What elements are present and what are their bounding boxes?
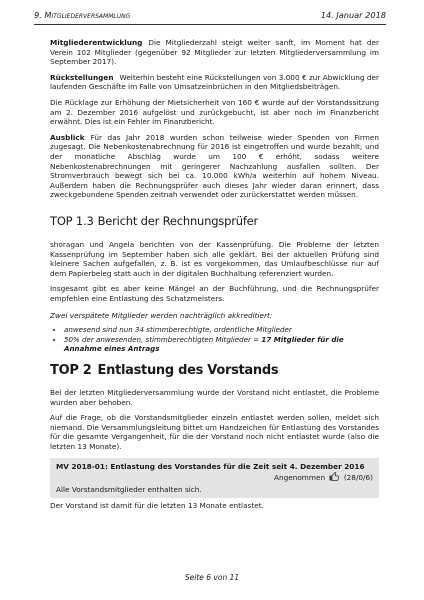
section-heading-top-2 [50, 363, 379, 378]
motion-votes: (28/0/6) [343, 472, 373, 482]
paragraph-kassenpruefung: shoragan und Angela berichten von der Kassenprüfung. Die Probleme der letzten Kassenprüfung im September haben sich alle geklärt. Bei der aktuellen Prüfung sind kleinere Sachen aufgefallen, z. B. ist es vorgekommen, das Umlaufbeschlüsse nur auf dem Papierbeleg statt auch in der digitalen Buchhaltung referenziert wurden. [50, 239, 379, 278]
paragraph-letzte-mv: Bei der letzten Mitgliederversammlung wurde der Vorstand nicht entlastet, die Probleme wurden aber behoben. [50, 388, 379, 407]
paragraph-keyword: Rückstellungen [50, 72, 114, 82]
motion-status [56, 472, 373, 483]
header-date: 14. Januar 2018 [320, 10, 386, 20]
section-heading-top-1-3 [50, 214, 379, 228]
header-section [34, 10, 130, 20]
section-title: Entlastung des Vorstands [97, 363, 279, 379]
list-item-emphasis: 17 Mitglieder für die Annahme eines Antrags [64, 334, 344, 353]
running-header [34, 10, 386, 24]
page-footer: Seite 6 von 11 [184, 573, 240, 582]
motion-note: Alle Vorstandsmitglieder enthalten sich. [56, 484, 202, 494]
list-item [64, 335, 379, 353]
motion-title: MV 2018-01: Entlastung des Vorstandes für die Zeit seit 4. Dezember 2016 [56, 461, 365, 471]
motion-status-label: Angenommen [273, 472, 326, 482]
list-item-text: 50% der anwesenden, stimmberechtigten Mitglieder = [64, 334, 262, 344]
paragraph-mitgliederentwicklung [50, 38, 379, 67]
paragraph-keyword: Ausblick [50, 132, 85, 142]
paragraph-text: Für das Jahr 2018 wurden schon teilweise wieder Spenden von Firmen zugesagt. Die Nebenkostenabrechnung für 2016 ist eingetroffen und wurde bezahlt; und der monatliche Abschlag wurde um 100 € erhöht, sodass weitere Nebenkostenabrechnungen mit geringerer Nachzahlung ausfallen sollten. Der Stromverbrauch bewegt sich bei ca. 10.000 kWh/a weiterhin auf hohem Niveau. Außerdem haben die Rechnungsprüfer auch dieses Jahr wieder daran erinnert, dass zweckgebundene Spenden zeitnah verwendet oder zurückerstattet werden müssen. [50, 132, 379, 200]
paragraph-keyword: Mitgliederentwicklung [50, 38, 143, 47]
header-section-title: Mitgliederversammlung [44, 10, 131, 20]
paragraph-ausblick [50, 133, 379, 200]
motion-box [50, 458, 379, 498]
paragraph-text: Weiterhin besteht eine Rückstellungen von 3.000 € zur Abwicklung der laufenden Geschäfte im Falle von Umsatzeinbrüchen in den Mitgliedsbeiträgen. [50, 72, 379, 92]
section-number: TOP 1.3 [50, 213, 94, 228]
paragraph-ruecklage: Die Rücklage zur Erhöhung der Mietsicherheit von 160 € wurde auf der Vorstandssitzung am 2. Dezember 2016 aufgelöst und zurückgebucht, ist aber noch im Finanzbericht erwähnt. Dies ist ein Fehler im Finanzbericht. [50, 97, 379, 127]
list-item: • anwesend sind nun 34 stimmberechtigte, ordentliche Mitglieder [64, 325, 379, 334]
header-section-number: 9. [34, 10, 42, 20]
accreditation-note: Zwei verspätete Mitglieder werden nachträglich akkreditiert: [50, 311, 273, 321]
section-number: TOP 2 [50, 363, 92, 379]
paragraph-rueckstellungen [50, 73, 379, 92]
page-body [50, 38, 379, 522]
section-title: Bericht der Rechnungsprüfer [97, 213, 259, 228]
paragraph-frage: Auf die Frage, ob die Vorstandsmitglieder einzeln entlastet werden sollen, meldet sich niemand. Die Versammlungsleitung bittet um Handzeichen für Entlastung des Vorstandes für die gesamte Vergangenheit, für die der Vorstand noch nicht entlastet wurde (also die letzten 13 Monate). [50, 413, 379, 452]
accreditation-list [50, 325, 379, 353]
paragraph-empfehlung: Insgesamt gibt es aber keine Mängel an der Buchführung, und die Rechnungsprüfer empfehlen eine Entlastung des Schatzmeisters. [50, 284, 379, 303]
header-rule [34, 24, 386, 25]
paragraph-text: Die Mitgliederzahl steigt weiter sanft, im Moment hat der Verein 102 Mitglieder (gegenüber 92 Mitglieder zur letzten Mitgliederversammlung im September 2017). [50, 38, 379, 67]
paragraph-ergebnis: Der Vorstand ist damit für die letzten 13 Monate entlastet. [50, 500, 264, 510]
thumbs-up-icon [329, 472, 339, 483]
